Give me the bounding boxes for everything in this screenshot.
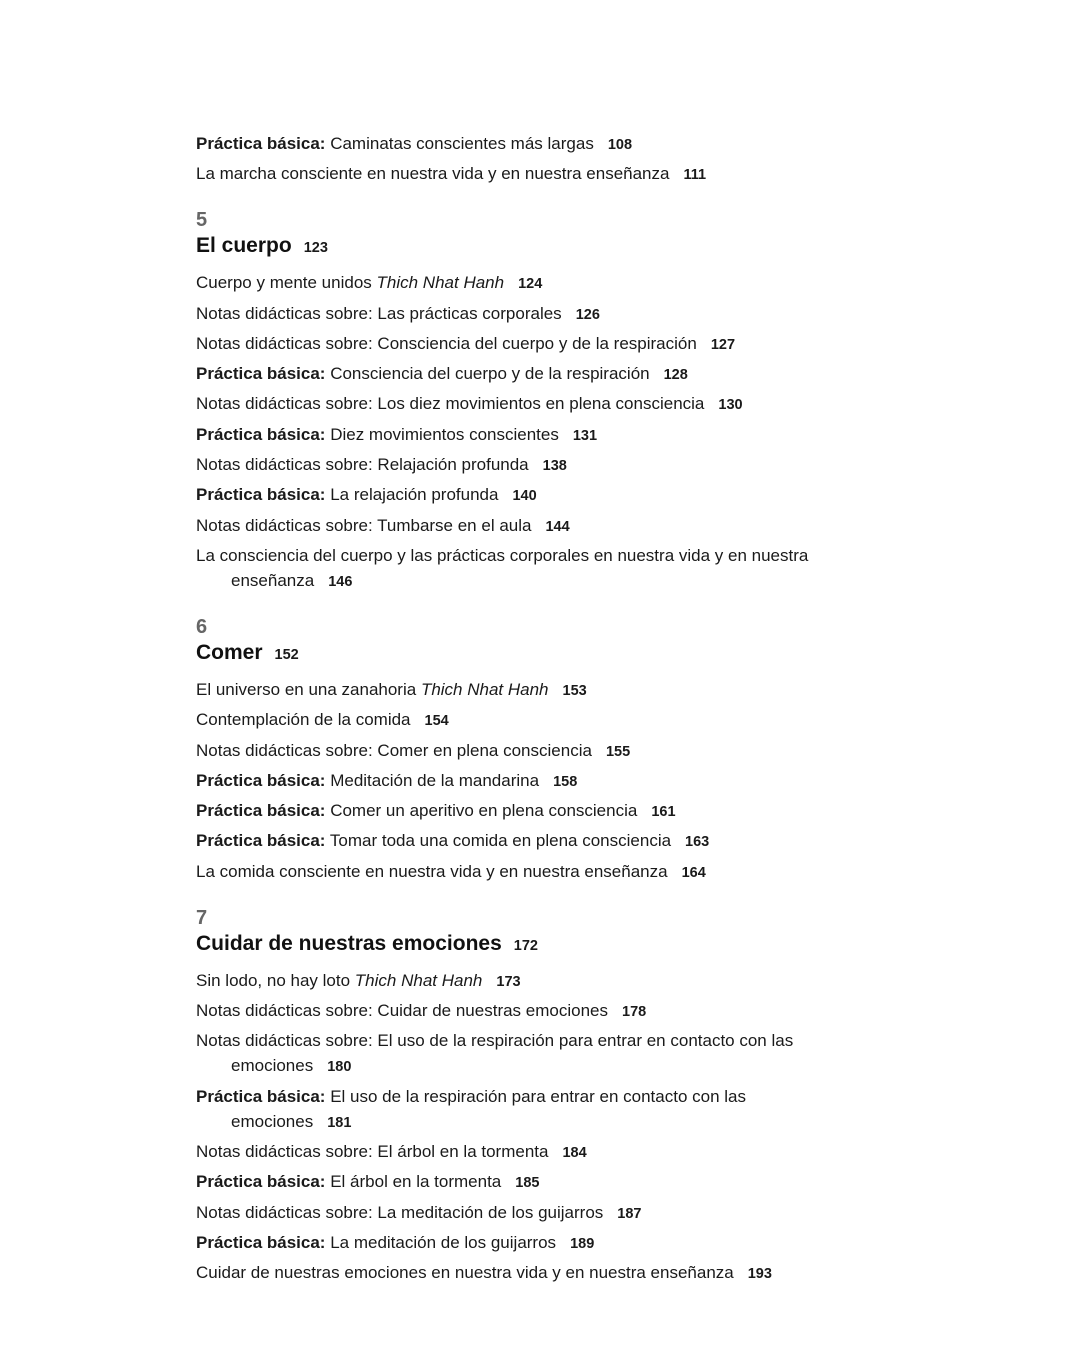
entry-prefix: Práctica básica: <box>196 801 326 821</box>
entry-prefix: Práctica básica: <box>196 364 326 384</box>
chapter-number: 6 <box>196 615 208 638</box>
entry-title: Comer un aperitivo en plena consciencia <box>330 801 638 821</box>
chapter-title: Cuidar de nuestras emociones <box>196 931 502 955</box>
toc-entry[interactable] <box>196 738 896 765</box>
chapter-page-number: 123 <box>303 240 328 257</box>
entry-prefix: Práctica básica: <box>196 831 326 851</box>
entry-page-number: 127 <box>710 336 736 353</box>
entry-page-number: 124 <box>518 276 543 293</box>
entry-title: La comida consciente en nuestra vida y en nuestra enseñanza <box>196 861 668 881</box>
toc-entry[interactable] <box>196 1260 896 1287</box>
toc-entry[interactable] <box>196 131 896 158</box>
entry-page-number: 181 <box>327 1114 352 1131</box>
entry-prefix: Práctica básica: <box>196 770 326 790</box>
entry-prefix: Práctica básica: <box>196 1172 326 1192</box>
chapter-page-number: 172 <box>513 937 538 954</box>
toc-entry[interactable] <box>196 1084 771 1136</box>
entry-page-number: 138 <box>542 458 567 475</box>
entry-page-number: 108 <box>607 137 633 153</box>
entry-author: Thich Nhat Hanh <box>354 970 483 990</box>
entry-page-number: 154 <box>424 713 449 730</box>
entry-page-number: 189 <box>570 1235 595 1252</box>
entry-prefix: Práctica básica: <box>196 1232 326 1252</box>
entry-page-number: 131 <box>572 427 598 444</box>
entry-title: Notas didácticas sobre: Cuidar de nuestras emociones <box>196 1001 608 1021</box>
chapter-page-number: 152 <box>274 646 299 663</box>
toc-entry[interactable] <box>196 513 896 540</box>
toc-entry[interactable] <box>196 1169 896 1196</box>
entry-page-number: 180 <box>327 1059 352 1076</box>
entry-page-number: 140 <box>512 488 537 505</box>
toc-entry[interactable] <box>196 677 896 704</box>
entry-title: La relajación profunda <box>330 485 499 505</box>
entry-title: Consciencia del cuerpo y de la respiración <box>330 364 650 384</box>
table-of-contents <box>196 131 896 1290</box>
toc-entry[interactable] <box>196 1139 896 1166</box>
entry-title: Cuidar de nuestras emociones en nuestra vida y en nuestra enseñanza <box>196 1263 734 1283</box>
entry-author: Thich Nhat Hanh <box>376 273 505 293</box>
entry-title: Notas didácticas sobre: La meditación de los guijarros <box>196 1202 604 1222</box>
toc-entry[interactable] <box>196 331 896 358</box>
entry-title: El uso de la respiración para entrar en contacto con las emociones <box>231 1086 746 1131</box>
entry-page-number: 184 <box>562 1144 587 1161</box>
chapter-section <box>196 907 896 1287</box>
toc-entry[interactable] <box>196 1230 896 1257</box>
entry-page-number: 193 <box>747 1266 772 1283</box>
entry-prefix: Práctica básica: <box>196 485 326 505</box>
entry-title: Notas didácticas sobre: Los diez movimientos en plena consciencia <box>196 394 705 414</box>
toc-entry[interactable] <box>196 768 896 795</box>
toc-entry[interactable] <box>196 161 896 188</box>
chapter-section <box>196 616 896 886</box>
entry-page-number: 158 <box>553 773 578 790</box>
toc-entry[interactable] <box>196 361 896 388</box>
entry-page-number: 185 <box>515 1175 540 1192</box>
toc-entry[interactable] <box>196 452 896 479</box>
entry-title: Diez movimientos conscientes <box>330 424 559 444</box>
toc-entry[interactable] <box>196 482 896 509</box>
entry-page-number: 153 <box>562 682 587 699</box>
entry-title: Notas didácticas sobre: El uso de la respiración para entrar en contacto con las emociones <box>196 1031 794 1076</box>
entry-title: El universo en una zanahoria <box>196 679 417 699</box>
toc-entry[interactable] <box>196 1028 831 1080</box>
entry-prefix: Práctica básica: <box>196 134 326 153</box>
entry-title: La consciencia del cuerpo y las prácticas corporales en nuestra vida y en nuestra enseñanza <box>196 545 809 590</box>
entry-title: Tomar toda una comida en plena consciencia <box>329 831 672 851</box>
entry-page-number: 155 <box>605 743 631 760</box>
entry-title: Notas didácticas sobre: El árbol en la tormenta <box>196 1141 549 1161</box>
entry-title: Sin lodo, no hay loto <box>196 970 351 990</box>
toc-entry[interactable] <box>196 798 896 825</box>
entry-page-number: 146 <box>328 573 353 590</box>
toc-entry[interactable] <box>196 270 896 297</box>
toc-entry[interactable] <box>196 859 896 886</box>
entry-page-number: 163 <box>685 834 710 851</box>
entry-page-number: 173 <box>496 973 521 990</box>
toc-entry[interactable] <box>196 1200 896 1227</box>
chapter-section <box>196 209 896 595</box>
chapter-heading[interactable] <box>196 930 896 960</box>
toc-entry[interactable] <box>196 707 896 734</box>
toc-entry[interactable] <box>196 543 901 595</box>
toc-entry[interactable] <box>196 301 896 328</box>
toc-entry[interactable] <box>196 998 896 1025</box>
entry-title: Contemplación de la comida <box>196 710 411 730</box>
entry-title: Notas didácticas sobre: Tumbarse en el aula <box>196 515 532 535</box>
entry-prefix: Práctica básica: <box>196 424 326 444</box>
entry-author: Thich Nhat Hanh <box>420 679 549 699</box>
entry-title: Caminatas conscientes más largas <box>330 134 594 153</box>
toc-entry[interactable] <box>196 422 896 449</box>
entry-title: Notas didácticas sobre: Consciencia del cuerpo y de la respiración <box>196 333 697 353</box>
entry-title: Notas didácticas sobre: Comer en plena consciencia <box>196 740 592 760</box>
entry-title: El árbol en la tormenta <box>330 1172 502 1192</box>
entry-page-number: 126 <box>575 306 600 323</box>
entry-title: La marcha consciente en nuestra vida y en nuestra enseñanza <box>196 164 670 184</box>
entry-title: Cuerpo y mente unidos <box>196 273 372 293</box>
chapter-heading[interactable] <box>196 639 896 669</box>
toc-entry[interactable] <box>196 391 896 418</box>
entry-title: Notas didácticas sobre: Relajación profunda <box>196 455 529 475</box>
chapter-title: Comer <box>196 640 263 664</box>
entry-page-number: 144 <box>545 518 570 535</box>
chapter-title: El cuerpo <box>196 234 292 258</box>
chapter-number: 7 <box>196 906 208 929</box>
entry-title: Meditación de la mandarina <box>330 770 540 790</box>
entry-page-number: 161 <box>651 804 676 821</box>
entry-title: La meditación de los guijarros <box>330 1232 557 1252</box>
entry-page-number: 164 <box>681 864 706 881</box>
toc-entry[interactable] <box>196 968 896 995</box>
entry-page-number: 187 <box>617 1205 642 1222</box>
entry-page-number: 128 <box>663 367 688 384</box>
entry-prefix: Práctica básica: <box>196 1086 326 1106</box>
entry-page-number: 178 <box>622 1004 647 1021</box>
chapter-number: 5 <box>196 209 208 232</box>
entry-page-number: 130 <box>718 397 743 414</box>
entry-page-number: 111 <box>683 167 707 184</box>
entry-title: Notas didácticas sobre: Las prácticas corporales <box>196 303 562 323</box>
toc-entry[interactable] <box>196 828 896 855</box>
chapter-heading[interactable] <box>196 232 896 262</box>
